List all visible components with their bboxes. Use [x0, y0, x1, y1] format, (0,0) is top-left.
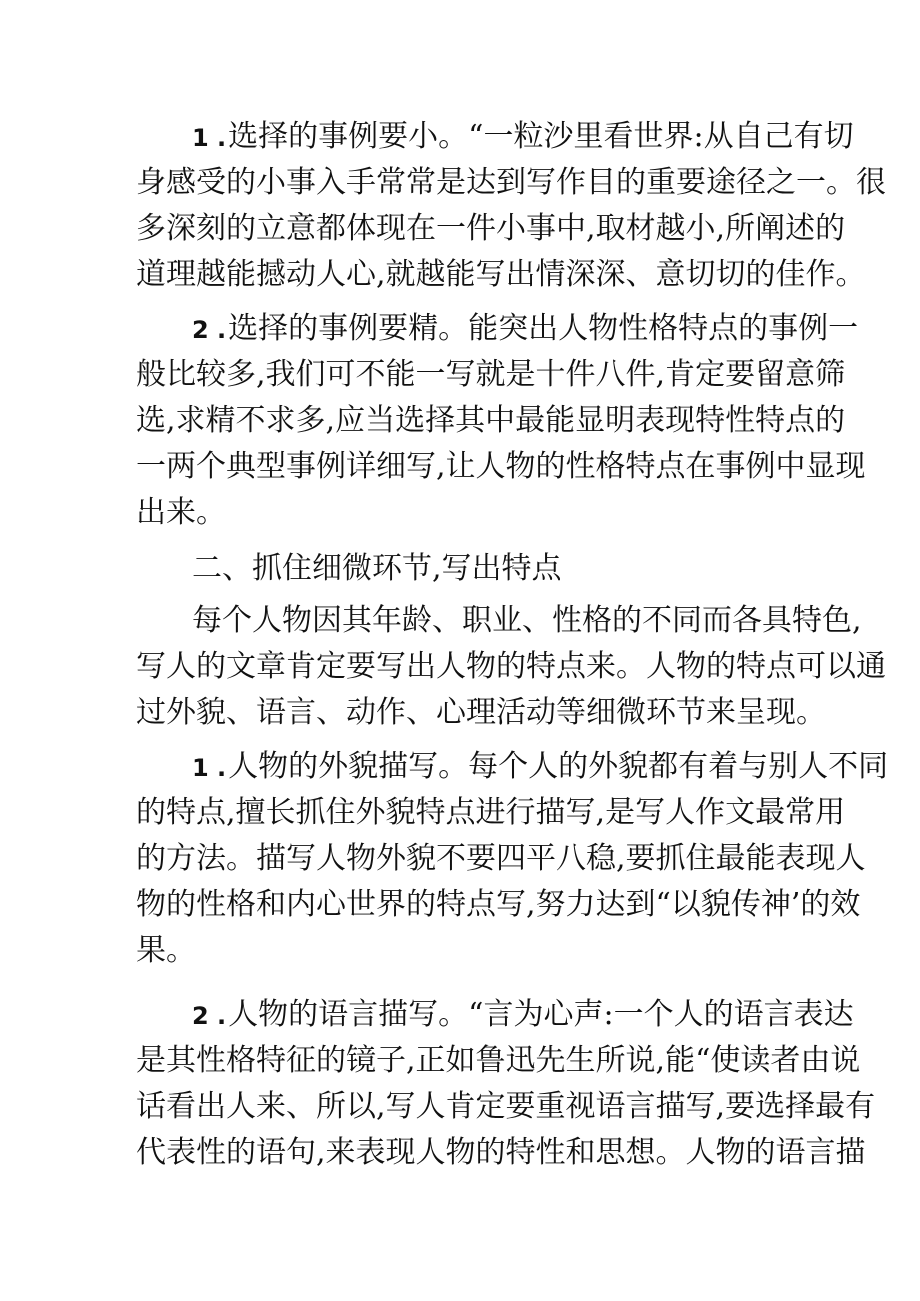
paragraph-line: 物的性格和内心世界的特点写,努力达到“以貌传神’的效 [136, 887, 861, 922]
line-text: 人物的外貌描写。每个人的外貌都有着与别人不同 [228, 749, 889, 784]
paragraph-line: 代表性的语句,来表现人物的特性和思想。人物的语言描 [136, 1135, 866, 1170]
paragraph-line [192, 306, 859, 352]
item-number: 2 . [192, 1002, 227, 1030]
paragraph-line [192, 992, 854, 1038]
paragraph-line: 般比较多,我们可不能一写就是十件八件,肯定要留意筛 [136, 357, 846, 392]
heading-text: 二、抓住细微环节,写出特点 [192, 551, 562, 586]
paragraph-line: 选,求精不求多,应当选择其中最能显明表现特性特点的 [136, 403, 846, 438]
paragraph-line: 的特点,擅长抓住外貌特点进行描写,是写人作文最常用 [136, 795, 846, 830]
line-text: 人物的语言描写。“言为心声:一个人的语言表达 [228, 997, 854, 1032]
item-number: 1 . [192, 124, 227, 152]
paragraph-line: 多深刻的立意都体现在一件小事中,取材越小,所阐述的 [136, 211, 846, 246]
item-number: 1 . [192, 754, 227, 782]
paragraph-line: 出来。 [136, 495, 226, 530]
paragraph-line: 的方法。描写人物外貌不要四平八稳,要抓住最能表现人 [136, 841, 866, 876]
paragraph-line [192, 744, 889, 790]
paragraph-line: 道理越能撼动人心,就越能写出情深深、意切切的佳作。 [136, 257, 866, 292]
line-text: 选择的事例要小。“一粒沙里看世界:从自己有切 [228, 119, 854, 154]
paragraph-line: 每个人物因其年龄、职业、性格的不同而各具特色, [192, 603, 862, 638]
paragraph-line: 身感受的小事入手常常是达到写作目的重要途径之一。很 [136, 165, 886, 200]
paragraph-line: 话看出人来、所以,写人肯定要重视语言描写,要选择最有 [136, 1089, 876, 1124]
paragraph-line: 是其性格特征的镜子,正如鲁迅先生所说,能“使读者由说 [136, 1043, 861, 1078]
paragraph-line: 一两个典型事例详细写,让人物的性格特点在事例中显现 [136, 449, 866, 484]
paragraph-line: 写人的文章肯定要写出人物的特点来。人物的特点可以通 [136, 649, 886, 684]
paragraph-line [192, 114, 854, 160]
item-number: 2 . [192, 316, 227, 344]
line-text: 选择的事例要精。能突出人物性格特点的事例一 [228, 311, 859, 346]
paragraph-line: 过外貌、语言、动作、心理活动等细微环节来呈现。 [136, 695, 826, 730]
paragraph-line: 果。 [136, 933, 196, 968]
